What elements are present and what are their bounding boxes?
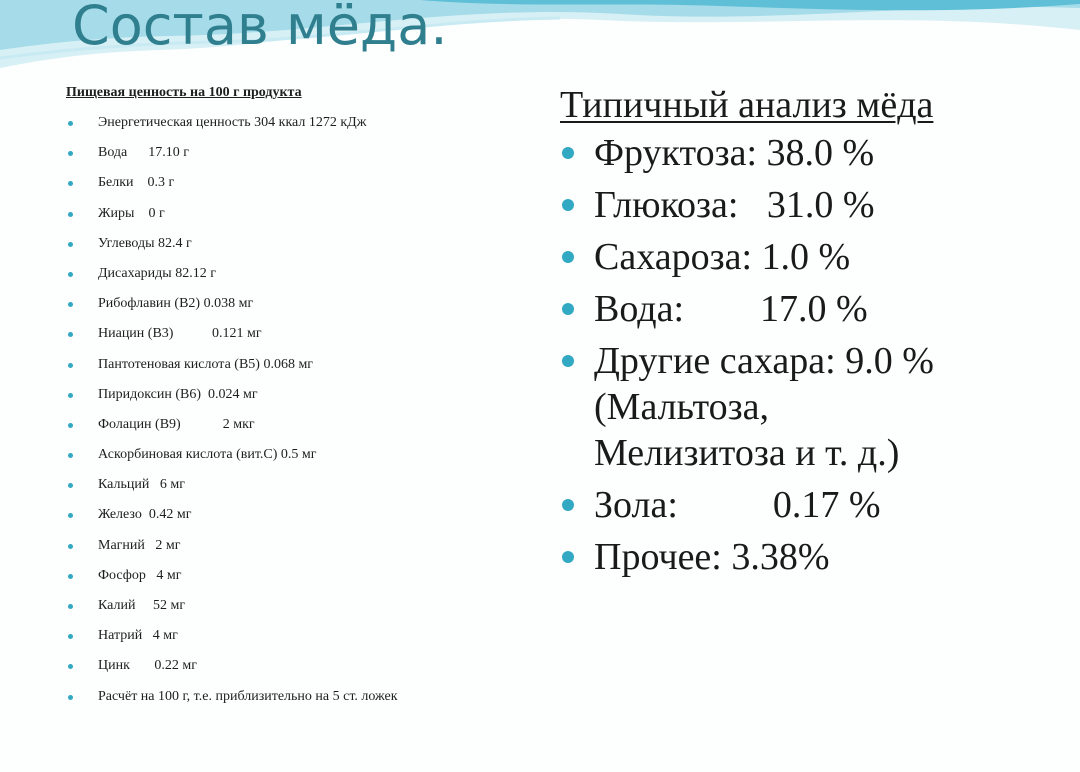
bullet-icon [68, 604, 73, 609]
bullet-icon [68, 453, 73, 458]
list-item: Ниацин (B3) 0.121 мг [66, 319, 536, 349]
list-item: Сахароза: 1.0 % [560, 234, 1060, 280]
list-item: Рибофлавин (B2) 0.038 мг [66, 289, 536, 319]
list-item: Расчёт на 100 г, т.е. приблизительно на 5 ст. ложек [66, 682, 518, 708]
bullet-icon [68, 302, 73, 307]
list-item: Фосфор 4 мг [66, 561, 536, 591]
list-item: Пиридоксин (B6) 0.024 мг [66, 380, 536, 410]
bullet-icon [68, 212, 73, 217]
list-item: Дисахариды 82.12 г [66, 259, 536, 289]
list-item: Глюкоза: 31.0 % [560, 182, 1060, 228]
list-item: Углеводы 82.4 г [66, 229, 536, 259]
page-title: Состав мёда. [72, 0, 448, 57]
list-item: Вода: 17.0 % [560, 286, 1060, 332]
analysis-list [560, 130, 1060, 580]
bullet-icon [562, 199, 574, 211]
bullet-icon [68, 664, 73, 669]
list-item: Пантотеновая кислота (B5) 0.068 мг [66, 350, 536, 380]
list-item: Фруктоза: 38.0 % [560, 130, 1060, 176]
list-item: Белки 0.3 г [66, 168, 536, 198]
list-item: Железо 0.42 мг [66, 500, 536, 530]
bullet-icon [562, 499, 574, 511]
nutrition-heading: Пищевая ценность на 100 г продукта [66, 85, 302, 100]
bullet-icon [68, 695, 73, 700]
bullet-icon [68, 151, 73, 156]
list-item: Энергетическая ценность 304 ккал 1272 кДж [66, 108, 536, 138]
bullet-icon [68, 242, 73, 247]
bullet-icon [68, 332, 73, 337]
nutrition-section [66, 84, 536, 708]
bullet-icon [562, 551, 574, 563]
list-item: Цинк 0.22 мг [66, 651, 536, 681]
bullet-icon [68, 121, 73, 126]
bullet-icon [68, 574, 73, 579]
bullet-icon [562, 251, 574, 263]
nutrition-list [66, 108, 536, 708]
list-item: Зола: 0.17 % [560, 482, 1060, 528]
list-item: Другие сахара: 9.0 % (Мальтоза, Мелизитоза и т. д.) [560, 338, 1060, 476]
list-item: Вода 17.10 г [66, 138, 536, 168]
bullet-icon [68, 513, 73, 518]
bullet-icon [562, 355, 574, 367]
list-item: Кальций 6 мг [66, 470, 536, 500]
bullet-icon [68, 544, 73, 549]
list-item: Прочее: 3.38% [560, 534, 1060, 580]
list-item: Магний 2 мг [66, 531, 536, 561]
bullet-icon [68, 363, 73, 368]
bullet-icon [562, 147, 574, 159]
list-item: Натрий 4 мг [66, 621, 536, 651]
bullet-icon [68, 272, 73, 277]
bullet-icon [68, 423, 73, 428]
bullet-icon [68, 181, 73, 186]
list-item: Калий 52 мг [66, 591, 536, 621]
bullet-icon [68, 483, 73, 488]
bullet-icon [68, 393, 73, 398]
bullet-icon [562, 303, 574, 315]
analysis-heading: Типичный анализ мёда [560, 84, 934, 126]
analysis-section [560, 86, 1060, 586]
bullet-icon [68, 634, 73, 639]
list-item: Фолацин (B9) 2 мкг [66, 410, 536, 440]
list-item: Аскорбиновая кислота (вит.С) 0.5 мг [66, 440, 536, 470]
list-item: Жиры 0 г [66, 199, 536, 229]
